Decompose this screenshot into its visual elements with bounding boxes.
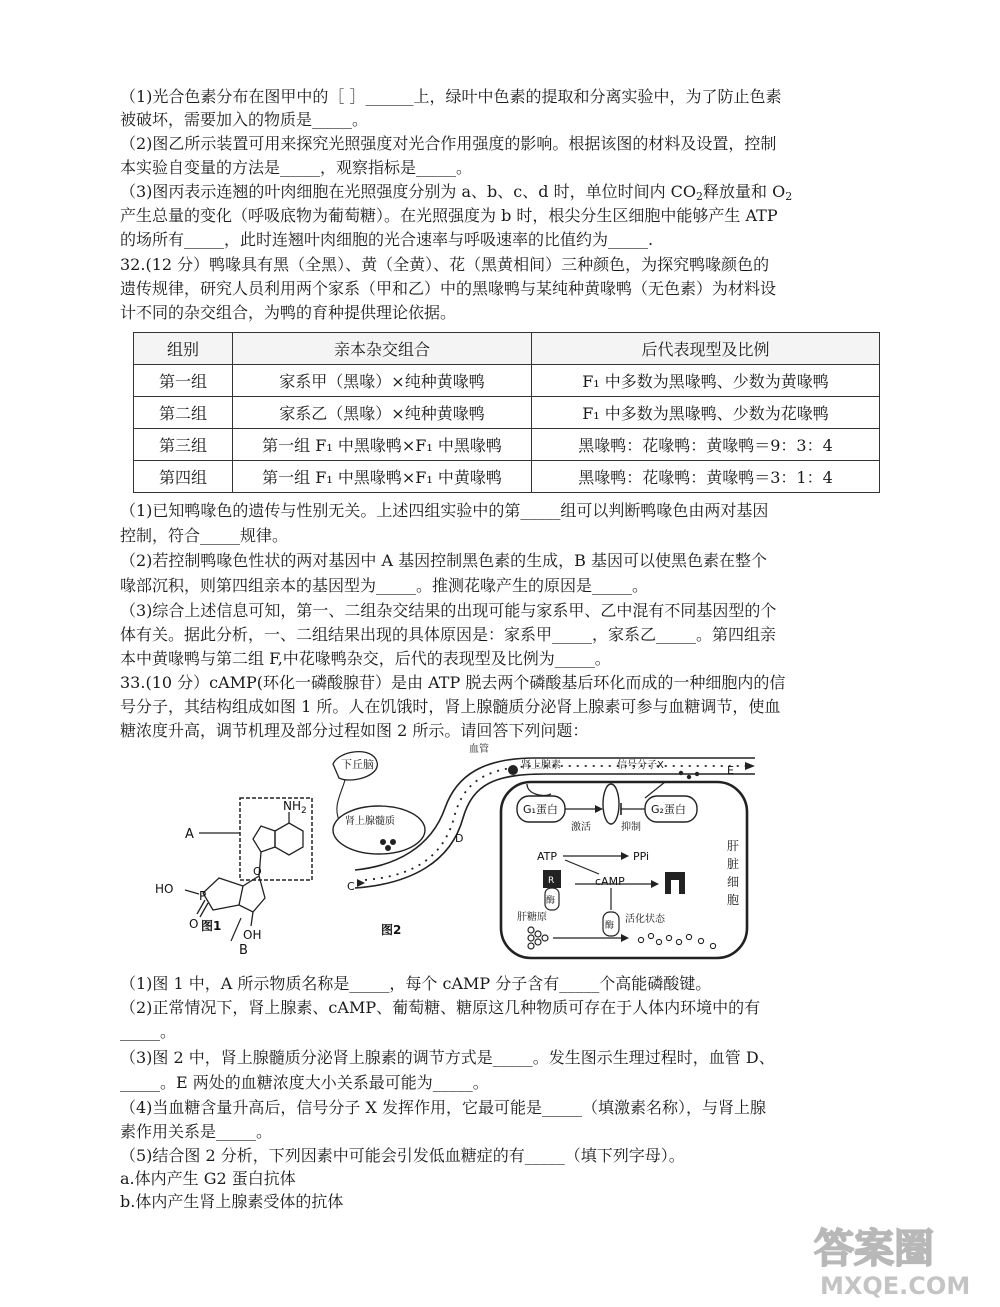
liver-cell-label-2: 脏 [727, 857, 740, 871]
q33-part3-line2: _____。E 两处的血糖浓度大小关系最可能为_____。 [120, 1073, 489, 1092]
figure-camp-regulation [155, 738, 755, 963]
watermark-text: 答案圈 [814, 1226, 934, 1272]
vessel-label: 血管 [469, 744, 489, 755]
q32-intro-line1: 32.(12 分）鸭喙具有黑（全黑）、黄（全黄）、花（黑黄相间）三种颜色，为探究鸭喙颜色的 [120, 255, 770, 274]
q33-option-b: b.体内产生肾上腺素受体的抗体 [120, 1192, 344, 1211]
adrenaline-label: 肾上腺素 [521, 760, 561, 771]
ribose-o-label: O [253, 865, 262, 878]
liver-cell-label-3: 细 [727, 875, 740, 889]
glycogen-label: 肝糖原 [517, 912, 547, 923]
r-subunit-label: R [548, 876, 555, 886]
adenine-six-ring [275, 823, 303, 855]
r-released-label: R [671, 881, 677, 890]
table-row [134, 365, 880, 397]
oh-label: OH [243, 928, 262, 942]
q33-intro-line3: 糖浓度升高，调节机理及部分过程如图 2 所示。请回答下列问题： [120, 721, 589, 740]
table-row [134, 429, 880, 461]
signal-x-dot [687, 775, 691, 779]
oh-bond [251, 912, 253, 926]
label-e: E [727, 764, 734, 777]
adrenal-medulla-label: 肾上腺髓质 [345, 816, 395, 827]
signal-x-label: 信号分子X [617, 760, 664, 771]
q32-intro-line3: 计不同的杂交组合，为鸭的育种提供理论依据。 [120, 303, 457, 322]
q32-part3-line1: （3)综合上述信息可知，第一、二组杂交结果的出现可能与家系甲、乙中混有不同基因型的个 [120, 601, 777, 620]
q33-part3-line1: （3)图 2 中，肾上腺髓质分泌肾上腺素的调节方式是_____。发生图示生理过程时，血管 D、 [120, 1048, 775, 1067]
figure2-caption: 图2 [381, 923, 402, 937]
q31-part2-line2: 本实验自变量的方法是_____，观察指标是_____。 [120, 158, 473, 177]
table-cell-group: 第一组 [134, 365, 233, 397]
table-cell-cross: 第一组 F₁ 中黑喙鸭×F₁ 中黑喙鸭 [233, 429, 532, 461]
q33-part4-line1: （4)当血糖含量升高后，信号分子 X 发挥作用，它最可能是_____（填激素名称），与肾上腺 [120, 1098, 766, 1117]
phosphate-cycle [203, 878, 243, 910]
q32-part3-line3: 本中黄喙鸭与第二组 F,中花喙鸭杂交，后代的表现型及比例为_____。 [120, 649, 611, 668]
label-a: A [185, 827, 194, 842]
label-c: C [347, 880, 355, 893]
table-cell-group: 第四组 [134, 461, 233, 493]
q33-option-a: a.体内产生 G2 蛋白抗体 [120, 1169, 296, 1188]
figure-svg [155, 738, 755, 963]
vesicle-dot [380, 839, 386, 845]
table-row [134, 397, 880, 429]
table-cell-offspring: 黑喙鸭：花喙鸭：黄喙鸭＝3：1：4 [532, 461, 880, 493]
flow-arrow-e [745, 762, 755, 770]
figure1-caption: 图1 [201, 919, 222, 933]
ribose-ring [239, 876, 265, 912]
phosphate-o-label: O [189, 917, 199, 931]
q32-part2-line2: 喙部沉积，则第四组亲本的基因型为_____。推测花喙产生的原因是_____。 [120, 576, 649, 595]
double-bond-o-2 [200, 903, 208, 917]
liver-cell-label-1: 肝 [727, 839, 740, 853]
cross-results-table [133, 332, 880, 493]
table-cell-offspring: F₁ 中多数为黑喙鸭、少数为黄喙鸭 [532, 365, 880, 397]
adrenaline-molecule [508, 765, 518, 775]
q33-part2-line1: （2)正常情况下，肾上腺素、cAMP、葡萄糖、糖原这几种物质可存在于人体内环境中的有 [120, 998, 761, 1017]
watermark-url: MXQE.COM [820, 1272, 971, 1300]
q33-part1: （1)图 1 中，A 所示物质名称是_____，每个 cAMP 分子含有_____个高能磷酸键。 [120, 974, 712, 993]
activate-label: 激活 [571, 822, 591, 833]
table-header-group: 组别 [134, 333, 233, 365]
phosphorus-label: P [199, 889, 207, 903]
q32-part3-line2: 体有关。据此分析，一、二组结果出现的具体原因是：家系甲_____，家系乙_____。第四组亲 [120, 625, 777, 644]
vesicle-dot [390, 839, 396, 845]
watermark-logo [806, 1218, 986, 1300]
vesicle-dot [385, 845, 391, 851]
inhibit-label: 抑制 [621, 822, 641, 833]
camp-label: cAMP [595, 875, 625, 888]
active-enzyme-label: 酶 [605, 921, 615, 931]
table-cell-cross: 第一组 F₁ 中黑喙鸭×F₁ 中黄喙鸭 [233, 461, 532, 493]
adenine-five-ring [253, 826, 275, 852]
q31-part1-line2: 被破坏，需要加入的物质是_____。 [120, 110, 369, 129]
table-header-offspring: 后代表现型及比例 [532, 333, 880, 365]
table-header-row [134, 333, 880, 365]
liver-cell-label-4: 胞 [727, 893, 740, 907]
ppi-label: PPi [633, 850, 650, 863]
table-cell-offspring: F₁ 中多数为黑喙鸭、少数为花喙鸭 [532, 397, 880, 429]
q31-part2-line1: （2)图乙所示装置可用来探究光照强度对光合作用强度的影响。根据该图的材料及设置，控制 [120, 134, 777, 153]
q33-part5: （5)结合图 2 分析，下列因素中可能会引发低血糖症的有_____（填下列字母）。 [120, 1146, 685, 1165]
label-d: D [455, 832, 464, 845]
table-header-cross: 亲本杂交组合 [233, 333, 532, 365]
q33-intro-line2: 号分子，其结构组成如图 1 所。人在饥饿时，肾上腺髓质分泌肾上腺素可参与血糖调节，使血 [120, 697, 781, 716]
label-b-leader [231, 918, 241, 941]
table-row [134, 461, 880, 493]
label-b: B [239, 943, 248, 958]
table-cell-cross: 家系乙（黑喙）×纯种黄喙鸭 [233, 397, 532, 429]
q31-part3-line3: 的场所有_____，此时连翘叶肉细胞的光合速率与呼吸速率的比值约为_____. [120, 230, 654, 249]
q32-part1-line1: （1)已知鸭喙色的遗传与性别无关。上述四组实验中的第_____组可以判断鸭喙色由两对基因 [120, 501, 769, 520]
q31-part1-line1: （1)光合色素分布在图甲中的［ ］______上，绿叶中色素的提取和分离实验中，为了防止色素 [120, 87, 782, 106]
table-cell-group: 第二组 [134, 397, 233, 429]
table-cell-cross: 家系甲（黑喙）×纯种黄喙鸭 [233, 365, 532, 397]
signal-x-dot [695, 772, 699, 776]
figure2-regulation [333, 742, 755, 958]
atp-label: ATP [537, 850, 558, 863]
adrenal-medulla-shape [333, 806, 425, 854]
q32-intro-line2: 遗传规律，研究人员利用两个家系（甲和乙）中的黑喙鸭与某纯种黄喙鸭（无色素）为材料设 [120, 279, 777, 298]
g1-protein-label: G₁蛋白 [523, 803, 558, 816]
q32-part2-line1: （2)若控制鸭喙色性状的两对基因中 A 基因控制黑色素的生成，B 基因可以使黑色素在整个 [120, 551, 767, 570]
table-cell-offspring: 黑喙鸭：花喙鸭：黄喙鸭＝9：3：4 [532, 429, 880, 461]
q33-part2-line2: _____。 [120, 1022, 177, 1041]
q33-intro-line1: 33.(10 分）cAMP(环化一磷酸腺苷）是由 ATP 脱去两个磷酸基后环化而成的一种细胞内的信 [120, 673, 786, 692]
figure1-camp-structure [155, 798, 312, 958]
hypothalamus-label: 下丘脑 [341, 758, 374, 771]
q32-part1-line2: 控制，符合_____规律。 [120, 526, 289, 545]
table-cell-group: 第三组 [134, 429, 233, 461]
ho-label: HO [155, 882, 174, 896]
q31-part3-line2: 产生总量的变化（呼吸底物为葡萄糖）。在光照强度为 b 时，根尖分生区细胞中能够产生 ATP [120, 206, 778, 225]
flow-arrow-c [357, 879, 365, 887]
watermark-svg [806, 1218, 986, 1300]
nh2-label: $NH_2$ [283, 799, 307, 816]
signal-x-dot [679, 771, 683, 775]
q31-part3-line1: （3)图丙表示连翘的叶肉细胞在光照强度分别为 a、b、c、d 时，单位时间内 $CO_2$释放量和 $O_2$ [120, 182, 793, 203]
g2-protein-label: G₂蛋白 [651, 803, 686, 816]
q33-part4-line2: 素作用关系是_____。 [120, 1122, 273, 1141]
enzyme-label: 酶 [546, 896, 556, 906]
ho-bond [185, 890, 199, 894]
adenylate-cyclase [603, 784, 619, 824]
active-state-label: 活化状态 [625, 914, 665, 925]
